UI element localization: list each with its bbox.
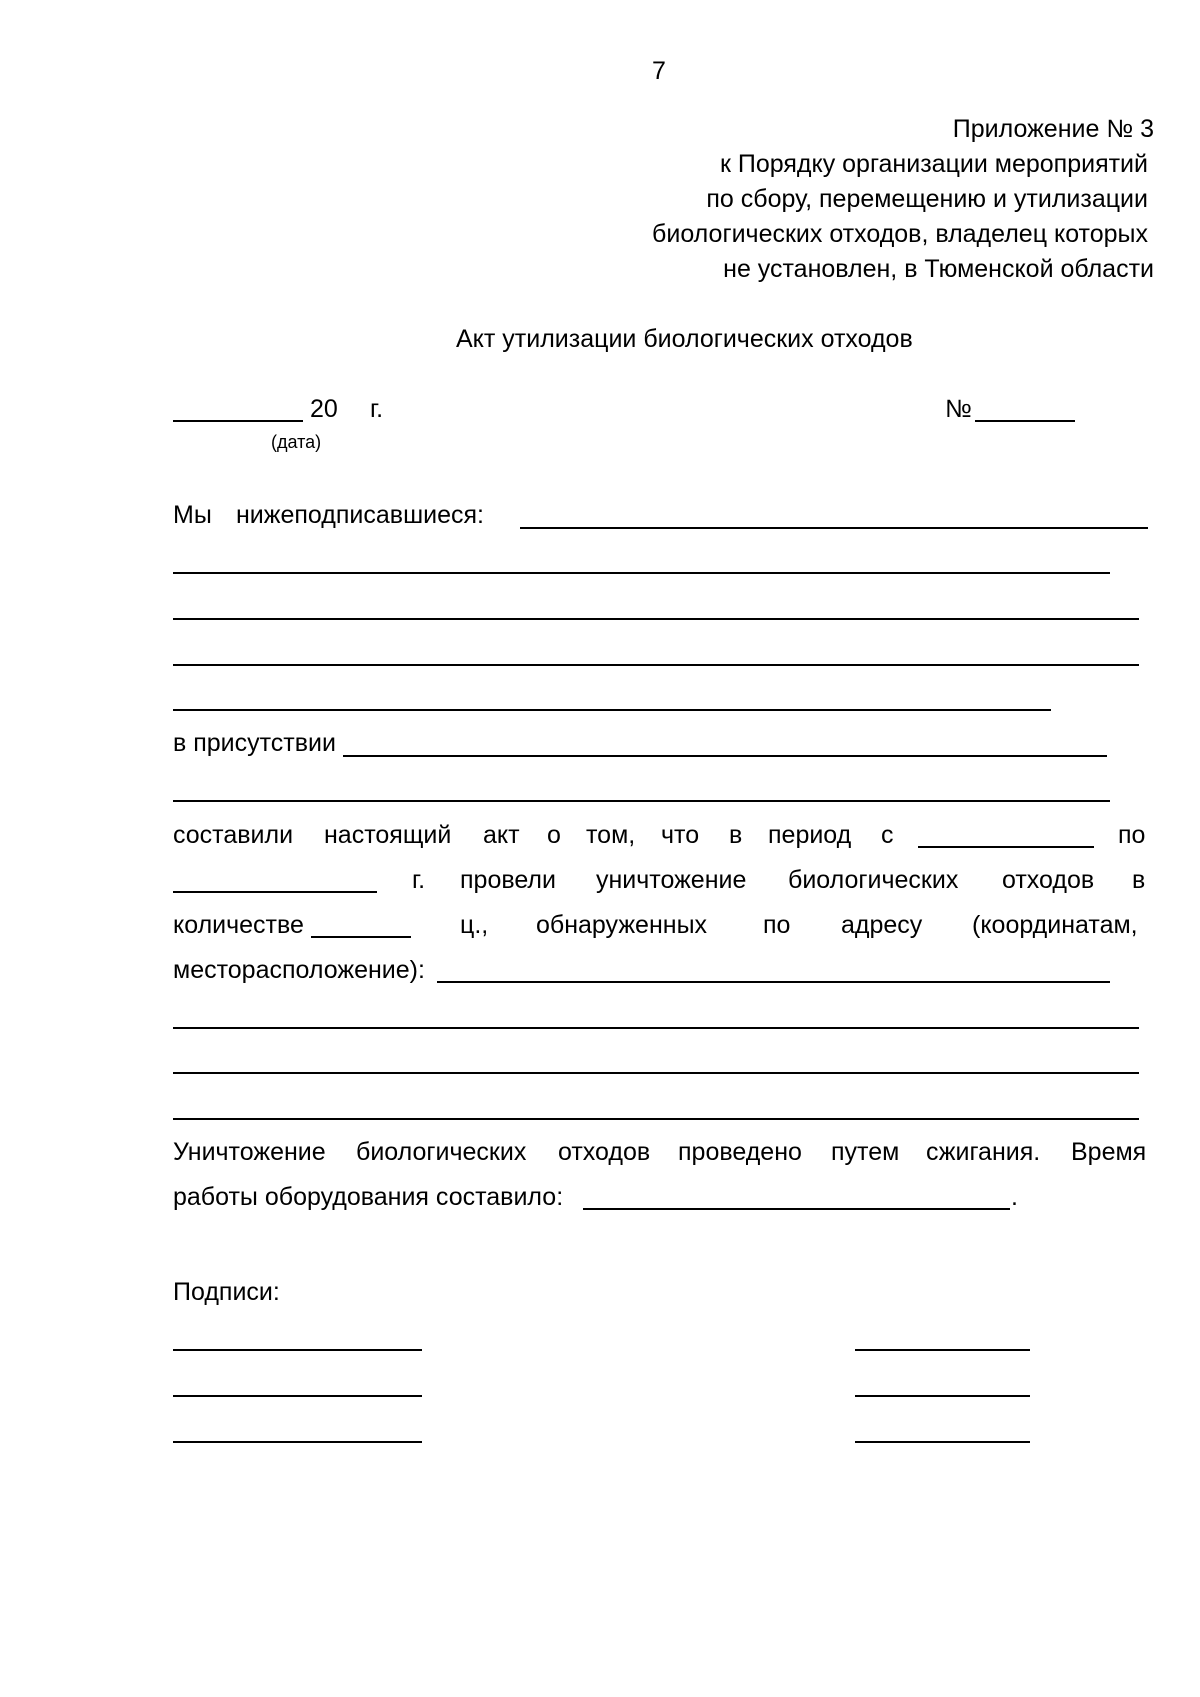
- signature-line-right-2[interactable]: [855, 1395, 1030, 1397]
- date-field-line[interactable]: [173, 420, 303, 422]
- para-line3-word-5: (координатам,: [972, 911, 1138, 939]
- compiled-word-7: в: [729, 821, 743, 849]
- destruction-word-4: проведено: [678, 1138, 802, 1166]
- destruction-word-5: путем: [831, 1138, 900, 1166]
- presence-label: в присутствии: [173, 729, 336, 757]
- para-line2-word-4: биологических: [788, 866, 959, 894]
- compiled-word-5: том,: [586, 821, 636, 849]
- header-line-1: Приложение № 3: [952, 115, 1154, 143]
- location-label: месторасположение):: [173, 956, 425, 984]
- para-line3-word-4: адресу: [841, 911, 923, 939]
- destruction-word-2: биологических: [356, 1138, 527, 1166]
- header-line-3: по сбору, перемещению и утилизации: [706, 185, 1148, 213]
- page-number: 7: [652, 57, 666, 85]
- presence-field-line-1[interactable]: [343, 755, 1107, 757]
- header-line-2: к Порядку организации мероприятий: [719, 150, 1148, 178]
- undersigned-field-line-3[interactable]: [173, 618, 1139, 620]
- undersigned-field-line-2[interactable]: [173, 572, 1110, 574]
- period-end-field-line[interactable]: [173, 891, 377, 893]
- signatures-label: Подписи:: [173, 1278, 280, 1306]
- location-field-line-3[interactable]: [173, 1072, 1139, 1074]
- compiled-word-3: акт: [483, 821, 520, 849]
- para-line2-word-2: провели: [460, 866, 556, 894]
- document-title: Акт утилизации биологических отходов: [456, 325, 913, 353]
- equipment-time-period: .: [1011, 1183, 1018, 1211]
- undersigned-label: нижеподписавшиеся:: [236, 501, 484, 529]
- date-caption: (дата): [271, 432, 322, 452]
- year-prefix: 20: [310, 395, 338, 423]
- para-line2-word-6: в: [1132, 866, 1146, 894]
- compiled-word-4: о: [547, 821, 561, 849]
- para-line2-word-5: отходов: [1002, 866, 1095, 894]
- presence-field-line-2[interactable]: [173, 800, 1110, 802]
- para-line3-word-1: ц.,: [460, 911, 489, 939]
- number-label: №: [945, 395, 972, 423]
- undersigned-field-line-5[interactable]: [173, 709, 1051, 711]
- year-suffix: г.: [370, 395, 384, 423]
- equipment-time-field-line[interactable]: [583, 1208, 1010, 1210]
- undersigned-field-line-4[interactable]: [173, 664, 1139, 666]
- signature-line-right-1[interactable]: [855, 1349, 1030, 1351]
- destruction-word-3: отходов: [558, 1138, 651, 1166]
- compiled-word-9: с: [881, 821, 894, 849]
- signature-line-left-2[interactable]: [173, 1395, 422, 1397]
- compiled-word-6: что: [661, 821, 700, 849]
- compiled-word-1: составили: [173, 821, 294, 849]
- location-field-line-4[interactable]: [173, 1118, 1139, 1120]
- para-line2-word-3: уничтожение: [596, 866, 747, 894]
- quantity-label: количестве: [173, 911, 304, 939]
- appendix-header: [554, 112, 1154, 287]
- we-label: Мы: [173, 501, 212, 529]
- header-line-4: биологических отходов, владелец которых: [652, 220, 1148, 248]
- compiled-word-2: настоящий: [324, 821, 452, 849]
- equipment-time-label: работы оборудования составило:: [173, 1183, 564, 1211]
- para-line3-word-2: обнаруженных: [536, 911, 708, 939]
- undersigned-field-line-1[interactable]: [520, 527, 1148, 529]
- header-line-5: не установлен, в Тюменской области: [723, 255, 1154, 283]
- destruction-word-6: сжигания.: [926, 1138, 1041, 1166]
- signature-line-left-1[interactable]: [173, 1349, 422, 1351]
- signature-line-left-3[interactable]: [173, 1441, 422, 1443]
- destruction-word-1: Уничтожение: [173, 1138, 326, 1166]
- location-field-line-1[interactable]: [437, 981, 1110, 983]
- compiled-word-8: период: [768, 821, 852, 849]
- para-line3-word-3: по: [763, 911, 791, 939]
- destruction-word-7: Время: [1071, 1138, 1147, 1166]
- quantity-field-line[interactable]: [311, 936, 411, 938]
- location-field-line-2[interactable]: [173, 1027, 1139, 1029]
- period-start-field-line[interactable]: [918, 846, 1094, 848]
- period-to-label: по: [1118, 821, 1146, 849]
- number-field-line[interactable]: [975, 420, 1075, 422]
- para-line2-word-1: г.: [412, 866, 426, 894]
- signature-line-right-3[interactable]: [855, 1441, 1030, 1443]
